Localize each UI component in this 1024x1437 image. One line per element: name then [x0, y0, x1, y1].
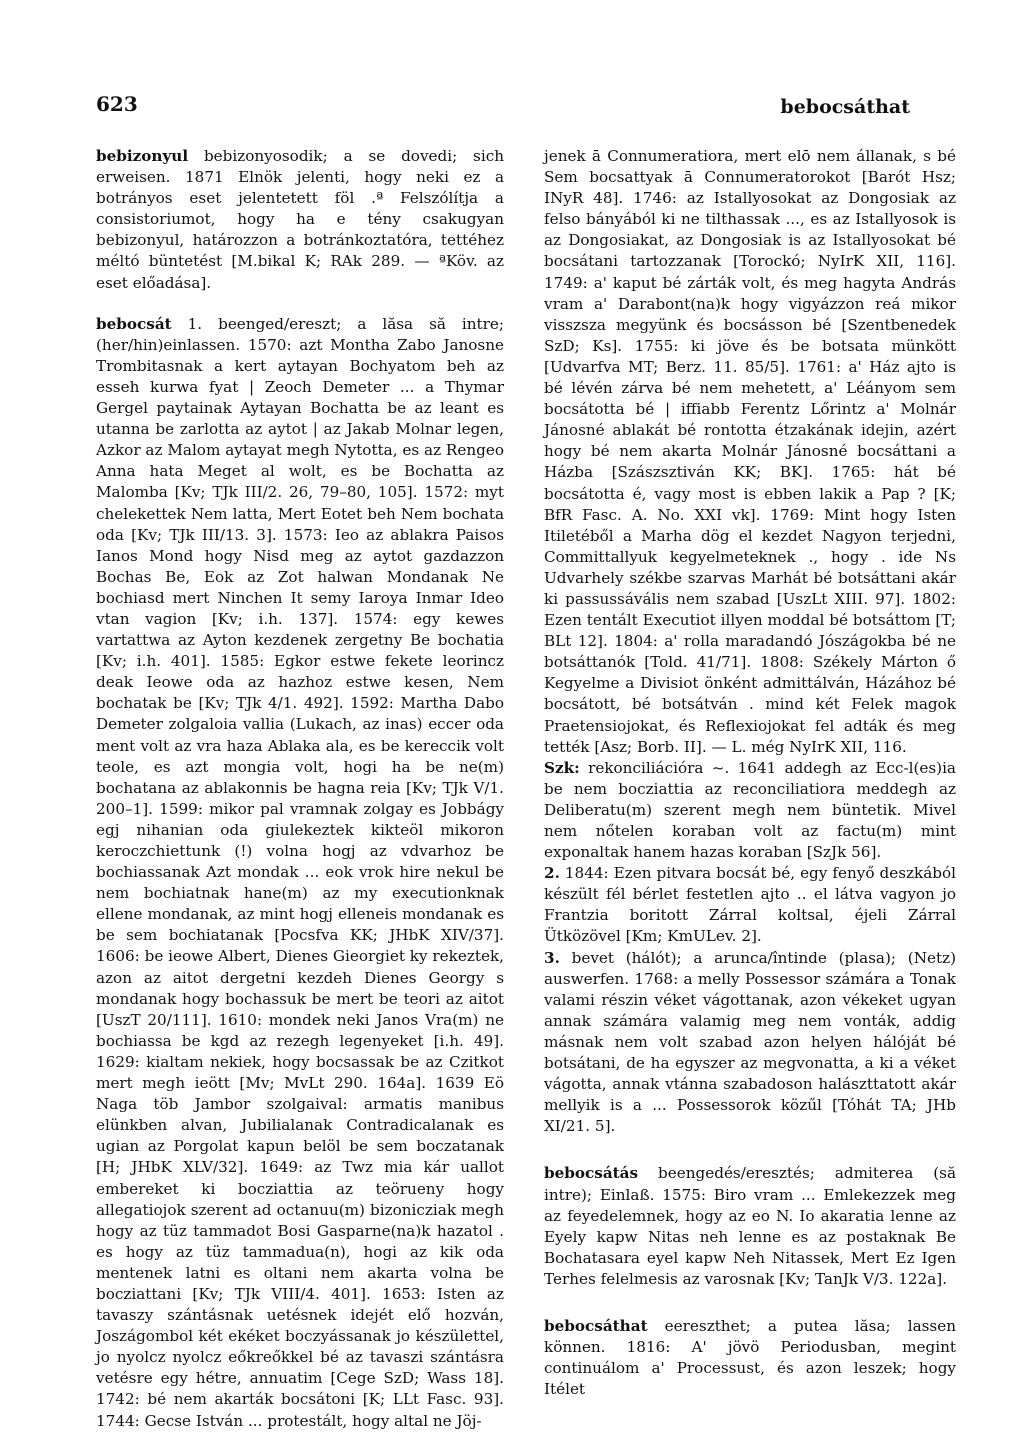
headword-bebizonyul: bebizonyul: [96, 147, 189, 165]
szk-label: Szk:: [544, 758, 580, 777]
page-number: 623: [96, 92, 138, 116]
entry-text: eereszthet; a putea lăsa; lassen können. 1816: A' jövö Periodusban, megint continuálom a' Processust, és azon leszek; hogy Itélet: [544, 1316, 956, 1399]
entry-bebocsat-continuation: [544, 146, 956, 1137]
entry-text: bebizonyosodik; a se dovedi; sich erweisen. 1871 Elnök jelenti, hogy neki ez a botrányos eset jelentetett föl .ª Felszólítja a consistoriumot, hogy ha e tény csakugyan bebizonyul, határozzon a botránkoztatóra, tettéhez méltó büntetést [M.bikal K; RAk 289. — ªKöv. az eset előadása].: [96, 147, 504, 292]
entry-bebocsatas: [544, 1163, 956, 1290]
entry-text: jenek ā Connumeratiora, mert elō nem állanak, s bé Sem bocsattyak ā Connumeratorokot [Barót Hsz; INyR 48]. 1746: az Istallyosokat az Dongosiak az felso bányából ki ne tilthassak ..., es az Istallyosok is az Dongosiakat, az Dongosiak is az Istallyosokat bé bocsátani tartozzanak [Torockó; NyIrK XII, 116]. 1749: a' kaput bé zárták volt, és meg hagyta András vram a' Darabont(na)k hogy vigyázzon reá mikor visszsza megyünk és bocsásson bé [Szentbenedek SzD; Ks]. 1755: ki jöve és be botsata münkött [Udvarfva MT; Berz. 11. 85/5]. 1761: a' Ház ajto is bé lévén zárva bé nem mehetett, a' Léányom sem bocsátotta bé | iffiabb Ferentz Lőrintz a' Molnár Jánosné ablakát bé rontotta étzakának idejin, azért hogy bé nem akarta Molnár Jánosné bocsáttani a Házba [Szászsztiván KK; BK]. 1765: hát bé bocsátotta é, vagy most is ebben lakik a Pap ? [K; BfR Fasc. A. No. XXI vk]. 1769: Mint hogy Isten Itiletéből a Marha dög el kezdet Nagyon terjedni, Committallyuk kegyelmeteknek ., hogy . ide Ns Udvarhely székbe szarvas Marhát bé botsáttani akár ki passussávális nem szabad [UszLt XIII. 97]. 1802: Ezen tentált Executiot illyen moddal bé botsáttom [T; BLt 12]. 1804: a' rolla maradandó Jószágokba bé ne botsáttanók [Told. 41/71]. 1808: Székely Márton ő Kegyelme a Divisiot önként admittálván, Házához bé bocsátott, bé botsátván . mind két Felek magok Praetensiojokat, és Reflexiojokat fel adták és meg tették [Asz; Borb. II]. — L. még NyIrK XII, 116.: [544, 147, 956, 756]
left-column: [96, 146, 504, 1432]
entry-bebizonyul: [96, 146, 504, 294]
sense-3-text: bevet (hálót); a arunca/întinde (plasa); (Netz) auswerfen. 1768: a melly Possessor számára a Tonak valami részin véket vágottanak, azon vékeket ugyan annak számára valamig meg nem vonták, addig másnak nem volt szabad azon helyen hálóját bé botsátani, de ha egyszer az megvonatta, a ki a véket vágotta, annak vtánna szabadoson halászttatott akár mellyik is a ... Possessorok közűl [Tóhát TA; JHb XI/21. 5].: [544, 948, 956, 1136]
entry-bebocsat: [96, 314, 504, 1432]
sense-2-label: 2.: [544, 864, 560, 883]
szk-text: rekonciliációra ~. 1641 addegh az Ecc-l(es)ia be nem bocziattia az reconciliatiora meddegh az Deliberatu(m) szerent megh nem büntetik. Mivel nem nőtelen koraban volt az factu(m) mint exponaltak hanem hazas koraban [SzJk 56].: [544, 758, 956, 862]
running-head: bebocsáthat: [780, 96, 910, 118]
entry-text: beengedés/eresztés; admiterea (să intre); Einlaß. 1575: Biro vram ... Emlekezzek meg az feyedelemnek, hogy az eo N. Io akaratia lenne az Eyely kapw Nitas neh lenne es az postaknak Be Bochatasara eyel kapw Neh Nitassek, Mert Ez Igen Terhes felelmesis az varosnak [Kv; TanJk V/3. 122a].: [544, 1164, 956, 1288]
right-column: [544, 146, 956, 1400]
sense-2-text: 1844: Ezen pitvara bocsát bé, egy fenyő deszkából készült fél bérlet festetlen ajto .. el látva vagyon jo Frantzia boritott Zárral koltsal, éjeli Zárral Ütközövel [Km; KmULev. 2].: [544, 864, 956, 946]
headword-bebocsathat: bebocsáthat: [544, 1316, 648, 1335]
entry-text: 1. beenged/ereszt; a lăsa să intre; (her/hin)einlassen. 1570: azt Montha Zabo Janosne Trombitasnak a kert aytayan Bochyatom beh az esseh kurwa fyat | Zeoch Demeter ... a Thymar Gergel paytainak Aytayan Bochatta be az leant es utanna be zarlotta az aytot | az Jakab Molnar legen, Azkor az Malom aytayat megh Nytotta, es az Rengeo Anna hata Meget al wolt, es be Bochatta az Malomba [Kv; TJk III/2. 26, 79–80, 105]. 1572: myt chelekettek Nem latta, Mert Eotet beh Nem bochata oda [Kv; TJk III/13. 3]. 1573: Ieo az ablakra Paisos Ianos Mond hogy Nisd meg az aytot gazdazzon Bochas Be, Eok az Zot halwan Mondanak Ne bochiasd mert Ninchen It semy Iaroya Inmar Ideo vtan vagion [Kv; i.h. 137]. 1574: egy kewes vartattwa az Ayton kezdenek zergetny Be bochatia [Kv; i.h. 401]. 1585: Egkor estwe fekete leorincz deak Ieowe oda az hazhoz estwe kesen, Nem bochatak be [Kv; TJk 4/1. 492]. 1592: Martha Dabo Demeter zolgaloia vallia (Lukach, az inas) eccer oda ment volt az vra haza Ablaka ala, es be kereccik volt teole, es azt mongia volt, hogi ha be ne(m) bochatana az ablakonnis be hagna reia [Kv; TJk V/1. 200–1]. 1599: mikor pal vramnak zolgay es Jobbágy egj nihanian oda giulekeztek kikteöl mikoron keroczchiettunk (!) volna hogj az vdvarhoz be bochiassanak Azt mondak ... eok vrok hire nekul be nem bochiatnak hane(m) az my executionknak ellene mondanak, az mint hogj elleneis mondanak es be sem bochiatanak [Pocsfva KK; JHbK XIV/37]. 1606: be ieowe Albert, Dienes Gieorgiet ky rekeztek, azon az aitot dergetni kezdeh Dienes Georgy s mondanak hogy bochassuk be mert be teori az aitot [UszT 20/111]. 1610: mondek neki Janos Vra(m) ne bochiassa be kgd az rezegh legenyeket [i.h. 49]. 1629: kialtam nekiek, hogy bocsassak be az Czitkot mert megh ieött [Mv; MvLt 290. 164a]. 1639 Eö Naga töb Jambor szolgaival: armatis manibus elünkben alvan, Jubilialanak Contradicalanak es ugian az Porgolat kapun belöl be sem boczatanak [H; JHbK XLV/32]. 1649: az Twz mia kár uallot embereket ki bocziattia az teörueny hogy allegatiojok szerent ad octanuu(m) bizonicziak megh hogy az tüz tammadot Bosi Gasparne(na)k hazatol . es hogy az tüz tammadua(n), hogi az kik oda mentenek latni es oltani nem akarta volna be bocziattani [Kv; TJk VIII/4. 401]. 1653: Isten az tavaszy szántásnak uetésnek idejét elő hozván, Joszágombol két ekéket boczyássanak jo készülettel, jo nyolcz nyolcz eőkreőkkel bé az tavaszi szántásra vetésre egy hétre, annuatim [Cege SzD; Wass 18]. 1742: bé nem akarták bocsátoni [K; LLt Fasc. 93]. 1744: Gecse István ... protestált, hogy altal ne Jöj-: [96, 314, 504, 1430]
sense-3-label: 3.: [544, 948, 560, 967]
headword-bebocsatas: bebocsátás: [544, 1164, 639, 1183]
headword-bebocsat: bebocsát: [96, 314, 172, 333]
entry-bebocsathat: [544, 1316, 956, 1400]
